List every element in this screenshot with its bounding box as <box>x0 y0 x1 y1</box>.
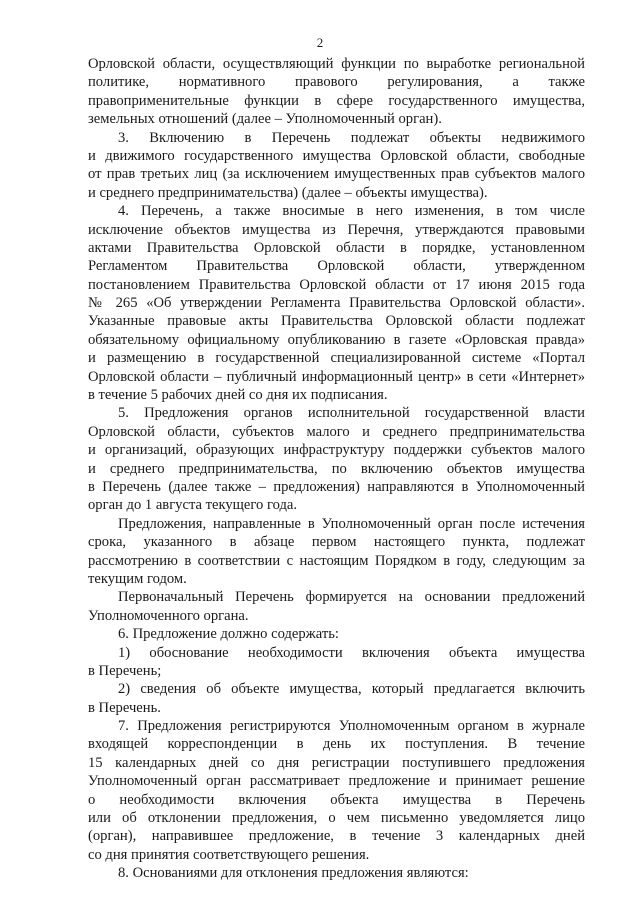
text-line: в течение 5 рабочих дней со дня их подписания. <box>88 387 388 404</box>
text-line: Предложения, направленные в Уполномоченный орган после истечения <box>118 515 585 532</box>
text-line: Орловской области, осуществляющий функции по выработке региональной <box>88 56 585 72</box>
text-line: обязательному официальному опубликованию в газете «Орловская правда» <box>88 331 585 348</box>
text-line: 15 календарных дней со дня регистрации поступившего предложения <box>88 754 585 771</box>
text-line: и среднего предпринимательства) (далее – объекты имущества). <box>88 184 488 201</box>
text-line: Орловской области, субъектов малого и среднего предпринимательства <box>88 423 585 440</box>
text-line: орган до 1 августа текущего года. <box>88 497 298 514</box>
text-line: Указанные правовые акты Правительства Орловской области подлежат <box>88 313 585 330</box>
text-line: 4. Перечень, а также вносимые в него изменения, в том числе <box>118 203 585 220</box>
text-line: или об отклонении предложения, о чем письменно уведомляется лицо <box>88 810 585 827</box>
document-body <box>88 55 585 883</box>
text-line: Регламентом Правительства Орловской области, утвержденном <box>88 258 585 275</box>
text-line: правоприменительные функции в сфере государственного имущества, <box>88 92 585 109</box>
text-line: актами Правительства Орловской области в порядке, установленном <box>88 239 585 256</box>
text-line: и размещению в государственной специализированной системе «Портал <box>88 350 585 367</box>
text-line: и организаций, образующих инфраструктуру поддержки субъектов малого <box>88 442 585 459</box>
text-line: и среднего предпринимательства, по включению объектов имущества <box>88 460 585 477</box>
text-line: 7. Предложения регистрируются Уполномоченным органом в журнале <box>118 718 585 735</box>
text-line: 6. Предложение должно содержать: <box>118 626 339 643</box>
text-line: от прав третьих лиц (за исключением имущественных прав субъектов малого <box>88 166 585 183</box>
text-line: и движимого государственного имущества Орловской области, свободные <box>88 147 585 164</box>
text-line: исключение объектов имущества из Перечня, утверждаются правовыми <box>88 221 585 238</box>
text-line: 1) обоснование необходимости включения объекта имущества <box>118 644 585 661</box>
text-line: земельных отношений (далее – Уполномоченный орган). <box>88 111 442 128</box>
text-line: Орловской области – публичный информационный центр» в сети «Интернет» <box>88 368 585 385</box>
text-line: (орган), направившее предложение, в течение 3 календарных дней <box>88 828 585 845</box>
text-line: в Перечень. <box>88 699 161 716</box>
text-line: со дня принятия соответствующего решения. <box>88 846 370 863</box>
text-line: входящей корреспонденции в день их поступления. В течение <box>88 736 585 753</box>
text-line: постановлением Правительства Орловской области от 17 июня 2015 года <box>88 276 585 293</box>
text-line: 8. Основаниями для отклонения предложения являются: <box>118 865 469 882</box>
text-line: Уполномоченный орган рассматривает предложение и принимает решение <box>88 773 585 790</box>
text-line: срока, указанного в абзаце первом настоящего пункта, подлежат <box>88 534 585 551</box>
text-line: в Перечень (далее также – предложения) направляются в Уполномоченный <box>88 478 585 495</box>
text-line: 2) сведения об объекте имущества, который предлагается включить <box>118 681 585 698</box>
text-line: в Перечень; <box>88 662 162 679</box>
text-line: Первоначальный Перечень формируется на основании предложений <box>118 589 585 606</box>
text-line: о необходимости включения объекта имущества в Перечень <box>88 791 585 808</box>
text-line: 5. Предложения органов исполнительной государственной власти <box>118 405 585 422</box>
text-line: 3. Включению в Перечень подлежат объекты недвижимого <box>118 129 585 146</box>
text-line: рассмотрению в соответствии с настоящим Порядком в году, следующим за <box>88 552 585 569</box>
text-line: № 265 «Об утверждении Регламента Правительства Орловской области». <box>88 295 585 312</box>
text-line: текущим годом. <box>88 570 187 587</box>
page-number: 2 <box>316 35 324 50</box>
text-line: политике, нормативного правового регулирования, а также <box>88 74 585 91</box>
text-line: Уполномоченного органа. <box>88 607 249 624</box>
